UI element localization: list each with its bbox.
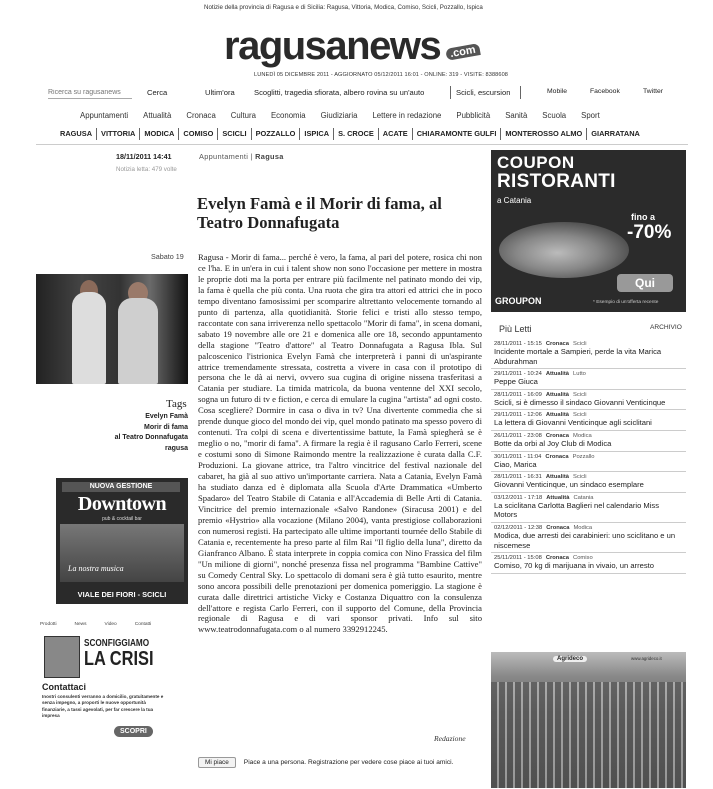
town-link[interactable]: MODICA bbox=[140, 128, 179, 140]
breaking-news-label: Ultim'ora bbox=[205, 88, 235, 97]
item-date: 26/11/2011 - 23:08 bbox=[494, 432, 542, 439]
ad-contact-text: Inostri consulenti verranno a domicilio, gratuitamente e senza impegno, a proporti le nuove opportunità finanziarie, a tassi agevolati, per far crescere la tua impresa bbox=[42, 694, 164, 719]
ad-brand: Agrideco bbox=[553, 656, 587, 662]
tag-link[interactable]: ragusa bbox=[165, 444, 188, 452]
town-link[interactable]: MONTEROSSO ALMO bbox=[501, 128, 587, 140]
sections-nav bbox=[80, 111, 615, 120]
item-category: Attualità bbox=[545, 391, 570, 398]
towns-nav bbox=[56, 128, 644, 140]
twitter-link[interactable]: Twitter bbox=[643, 88, 664, 95]
list-item[interactable] bbox=[491, 452, 686, 473]
ad-brand: Downtown bbox=[77, 493, 167, 515]
town-link[interactable]: COMISO bbox=[179, 128, 218, 140]
most-read-heading: Più Letti bbox=[499, 324, 532, 334]
item-category: Cronaca bbox=[545, 341, 570, 347]
section-link[interactable]: Attualità bbox=[143, 111, 172, 120]
item-town: Pozzallo bbox=[572, 453, 595, 460]
item-town: Scicli bbox=[573, 474, 587, 481]
list-item[interactable] bbox=[491, 339, 686, 369]
crisi-ad-nav bbox=[40, 622, 190, 627]
ad-headline: SCONFIGGIAMO bbox=[84, 638, 150, 649]
item-category: Cronaca bbox=[545, 555, 570, 562]
section-link[interactable]: Appuntamenti bbox=[80, 111, 129, 120]
ticker-separator bbox=[520, 86, 521, 99]
logo-com-badge: .com bbox=[445, 43, 480, 61]
tags-heading: Tags bbox=[166, 398, 187, 410]
item-headline[interactable]: Scicli, si è dimesso il sindaco Giovanni Venticinque bbox=[494, 397, 666, 407]
event-day: Sabato 19 bbox=[151, 252, 184, 261]
list-item[interactable] bbox=[491, 390, 686, 411]
section-link[interactable]: Cultura bbox=[230, 111, 256, 120]
item-date: 28/11/2011 - 15:15 bbox=[494, 341, 542, 347]
item-category: Attualità bbox=[546, 494, 570, 501]
ad-headline: COUPON bbox=[497, 153, 575, 172]
ad-nav-link[interactable]: Contatti bbox=[134, 622, 152, 627]
section-link[interactable]: Economia bbox=[270, 111, 306, 120]
item-town: Modica bbox=[573, 524, 593, 531]
item-date: 02/12/2011 - 12:38 bbox=[494, 524, 543, 531]
like-text: Piace a una persona. Registrazione per vedere cose piace ai tuoi amici. bbox=[243, 759, 454, 766]
ad-discount-label: fino a bbox=[631, 212, 655, 222]
item-date: 28/11/2011 - 16:09 bbox=[494, 391, 542, 398]
ad-nav-link[interactable]: News bbox=[74, 622, 87, 627]
read-count: Notizia letta: 479 volte bbox=[116, 166, 177, 173]
most-read-list bbox=[491, 339, 686, 574]
article-signature: Redazione bbox=[434, 734, 466, 743]
tag-link[interactable]: Morir di fama bbox=[144, 423, 188, 431]
town-link[interactable]: ACATE bbox=[379, 128, 413, 140]
photo-figure bbox=[118, 298, 158, 384]
article-title: Evelyn Famà e il Morir di fama, al Teatro Donnafugata bbox=[197, 194, 442, 232]
ad-headline: LA CRISI bbox=[84, 648, 154, 670]
ad-contact-title: Contattaci bbox=[42, 682, 87, 692]
tag-link[interactable]: Evelyn Famà bbox=[145, 413, 188, 420]
list-item[interactable] bbox=[491, 369, 686, 390]
item-category: Attualità bbox=[545, 412, 570, 419]
header-divider bbox=[36, 144, 688, 145]
breadcrumb-town[interactable]: Ragusa bbox=[255, 152, 284, 161]
town-link[interactable]: GIARRATANA bbox=[591, 129, 640, 138]
item-town: Modica bbox=[573, 432, 592, 439]
ad-banner-top: NUOVA GESTIONE bbox=[62, 482, 180, 492]
groupon-logo: GROUPON bbox=[495, 296, 542, 306]
list-item[interactable] bbox=[491, 431, 686, 452]
item-headline[interactable]: Ciao, Marica bbox=[494, 459, 537, 469]
scopri-button[interactable]: SCOPRI bbox=[114, 726, 153, 737]
ad-food-image bbox=[499, 222, 629, 278]
tag-link[interactable]: al Teatro Donnafugata bbox=[114, 434, 188, 442]
section-link[interactable]: Sanità bbox=[505, 111, 528, 120]
section-link[interactable]: Giudiziaria bbox=[320, 111, 358, 120]
breadcrumb-section[interactable]: Appuntamenti bbox=[199, 152, 249, 161]
town-link[interactable]: SCICLI bbox=[218, 128, 251, 140]
item-date: 29/11/2011 - 10:24 bbox=[494, 371, 542, 378]
section-link[interactable]: Lettere in redazione bbox=[372, 111, 442, 120]
logo-text: ragusanews bbox=[224, 24, 441, 68]
article-body: Ragusa - Morir di fama... perché è vero, la fama, al pari del potere, rosica chi non ce l'ha. E in un'era in cui i talent show non sono l'occasione per mettere in mostra le proprie doti ma la porta per entrare più facilmente nel patinato mondo dei vip, la fama è quella che più conta. Una ruota che gira tra attori ed attrici che in poco tempo diventano famosissimi per scomparire altrettanto velocemente tornando al punto di partenza, alla quotidianità. Storie felici e tristi allo stesso tempo, raccontate con sana irriverenza nello spettacolo "Morir di fama", in scena domani, sabato 19 novembre alle ore 21 e domenica alle ore 18, secondo appuntamento della stagione "Teatro d'attore" al Teatro Donnafugata a Ragusa Ibla. Sul palcoscenico l'istrionica Evelyn Famà che interpreterà i panni di un'aspirante attrice tremendamente stressata, costretta a vivere in casa con il prototipo di persona che le dà ai nervi, ovvero sua cugina di origine nissena trasferitasi a Catania per studiare. La timida matricola, da buona ventenne del XXI secolo, sogna un futuro di tv e fiction, e cerca di emulare la cugina "artista" ad ogni costo. Cosa scegliere? Dormire in casa o diva in tv? Una divertente commedia che si prende dunque gioco del mondo dei vip, quel mondo patinato ma spesso povero di contenuti. Tra colpi di scena e divertentissime battute, la Famà spiegherà se è meglio o no, "morir di fama". A firmare la regia è il ragusano Carlo Ferreri, scene e costumi sono di Simone Raimondo mentre la realizzazione è curata dalla C.F. Produzioni. La giovane attrice, tra l'altro vincitrice del festival nazionale del cabaret, ha già al suo attivo un'importante carriera. Nata a Catania, Evelyn Famà ha studiato danza ed è diplomata alla Scuola d'Arte Drammatica «Umberto Spadaro» del Teatro Stabile di Catania e all'Accademia di Belle Arti di Catania. Vincitrice del premio internazionale «Salvo Randone» (Siracusa 2001) e del premio «Hystrio» alla vocazione (Milano 2004), vanta prestigiose collaborazioni con numerosi registi. Ha partecipato alle ultime importanti tournée dello Stabile di Catania e, recentemente ha preso parte al film Rai "Il figlio della luna", diretto da Gianfranco Albano. È stata interprete in coppia comica con Nino Frassica del film "Un milione di giorni", nonché presenza fissa nel programma "Bambine Cattive" su Comedy Central Sky. Lo spettacolo di domani sera è già tutto esaurito, mentre sono ancora possibili delle prenotazioni per domenica pomeriggio. La stagione è curata dalle direttrici artistiche Vicky e Costanza Diquattro con la consulenza dell'attore e regista Carlo Ferreri, con il supporto del Comune, della Provincia regionale di Ragusa e di vari sponsor privati. Info sul sito www.teatrodonnafugata.com o al numero 3392912245. bbox=[198, 252, 482, 635]
town-link[interactable]: POZZALLO bbox=[252, 128, 301, 140]
ad-discount: -70% bbox=[627, 222, 672, 243]
crisi-ad[interactable] bbox=[40, 632, 190, 742]
item-date: 28/11/2011 - 16:31 bbox=[494, 474, 542, 481]
list-item[interactable] bbox=[491, 553, 686, 574]
ad-image bbox=[60, 524, 184, 582]
item-headline[interactable]: Peppe Giuca bbox=[494, 377, 538, 387]
town-link[interactable]: CHIARAMONTE GULFI bbox=[413, 128, 502, 140]
groupon-ad[interactable] bbox=[491, 150, 686, 312]
facebook-like-bar bbox=[198, 757, 453, 768]
list-item[interactable] bbox=[491, 493, 686, 523]
agrideco-ad[interactable] bbox=[491, 652, 686, 788]
town-link[interactable]: VITTORIA bbox=[97, 128, 140, 140]
downtown-ad[interactable] bbox=[56, 478, 188, 604]
item-category: Cronaca bbox=[545, 453, 569, 460]
ad-headline: RISTORANTI bbox=[497, 171, 616, 192]
item-town: Catania bbox=[573, 494, 594, 501]
facebook-link[interactable]: Facebook bbox=[590, 88, 620, 95]
item-date: 03/12/2011 - 17:18 bbox=[494, 494, 543, 501]
item-category: Attualità bbox=[545, 371, 570, 378]
tag-list bbox=[90, 412, 188, 454]
item-category: Cronaca bbox=[545, 432, 570, 439]
item-category: Attualità bbox=[545, 474, 570, 481]
item-headline[interactable]: Modica, due arresti dei carabinieri: uno sciclitano e un niscemese bbox=[494, 530, 676, 550]
item-headline[interactable]: La sciclitana Carlotta Baglieri nel calendario Miss Motors bbox=[494, 500, 660, 520]
top-bar bbox=[44, 84, 676, 102]
item-category: Cronaca bbox=[546, 524, 570, 531]
section-link[interactable]: Cronaca bbox=[186, 111, 216, 120]
ticker-separator bbox=[450, 86, 451, 99]
ad-nav-link[interactable]: Video bbox=[104, 622, 117, 627]
item-town: Scicli bbox=[573, 391, 587, 398]
item-date: 25/11/2011 - 15:08 bbox=[494, 555, 542, 562]
item-town: Comiso bbox=[573, 555, 593, 562]
town-link[interactable]: ISPICA bbox=[300, 128, 334, 140]
search-button[interactable]: Cerca bbox=[147, 88, 168, 97]
item-town: Lutto bbox=[573, 371, 586, 378]
item-headline[interactable]: Botte da orbi al Joy Club di Modica bbox=[494, 438, 612, 448]
section-link[interactable]: Pubblicità bbox=[456, 111, 491, 120]
ad-field-image bbox=[491, 682, 686, 788]
section-link[interactable]: Scuola bbox=[542, 111, 567, 120]
site-tagline: Notizie della provincia di Ragusa e di Sicilia: Ragusa, Vittoria, Modica, Comiso, Scicli, Pozzallo, Ispica bbox=[204, 4, 483, 11]
search-input[interactable] bbox=[48, 87, 132, 99]
ad-box-image bbox=[44, 636, 80, 678]
list-item[interactable] bbox=[491, 410, 686, 431]
item-headline[interactable]: La lettera di Giovanni Venticinque agli sciclitani bbox=[494, 418, 652, 428]
item-town: Scicli bbox=[573, 341, 587, 347]
ad-footnote: * Esempio di un'offerta recente bbox=[593, 300, 659, 305]
item-town: Scicli bbox=[573, 412, 587, 419]
like-button[interactable]: Mi piace bbox=[198, 757, 236, 768]
list-item[interactable] bbox=[491, 472, 686, 493]
ad-slogan: La nostra musica bbox=[68, 564, 124, 573]
town-link[interactable]: S. CROCE bbox=[334, 128, 379, 140]
news-ticker-item[interactable]: Scicli, escursion bbox=[456, 88, 511, 97]
list-item[interactable] bbox=[491, 523, 686, 553]
town-link[interactable]: RAGUSA bbox=[56, 128, 97, 140]
photo-figure bbox=[72, 292, 106, 384]
dateline: LUNEDÌ 05 DICEMBRE 2011 - AGGIORNATO 05/12/2011 16:01 - ONLINE: 319 - VISITE: 8388608 bbox=[254, 72, 509, 78]
ad-city: a Catania bbox=[497, 196, 532, 205]
ad-subtitle: pub & cocktail bar bbox=[102, 516, 142, 522]
item-headline[interactable]: Giovanni Venticinque, un sindaco esemplare bbox=[494, 480, 644, 490]
news-ticker-item[interactable]: Scoglitti, tragedia sfiorata, albero rovina su un'auto bbox=[254, 88, 425, 97]
item-date: 29/11/2011 - 12:06 bbox=[494, 412, 542, 419]
section-link[interactable]: Sport bbox=[581, 111, 600, 120]
ad-url: www.agrideco.it bbox=[631, 656, 662, 661]
article-date: 18/11/2011 14:41 bbox=[116, 152, 172, 161]
ad-address: VIALE DEI FIORI - SCICLI bbox=[77, 590, 167, 599]
ad-nav-link[interactable]: Prodotti bbox=[40, 622, 57, 627]
site-logo[interactable] bbox=[224, 20, 477, 68]
item-headline[interactable]: Incidente mortale a Sampieri, perde la vita Marica Abdurahman bbox=[494, 347, 662, 366]
qui-button[interactable]: Qui bbox=[617, 274, 673, 292]
item-headline[interactable]: Comiso, 70 kg di marijuana in vivaio, un arresto bbox=[494, 561, 654, 571]
breadcrumb: Appuntamenti | Ragusa bbox=[199, 152, 284, 161]
mobile-link[interactable]: Mobile bbox=[547, 88, 568, 95]
item-date: 30/11/2011 - 11:04 bbox=[494, 453, 542, 460]
article-photo[interactable] bbox=[36, 274, 188, 384]
archive-link[interactable]: ARCHIVIO bbox=[650, 324, 682, 331]
